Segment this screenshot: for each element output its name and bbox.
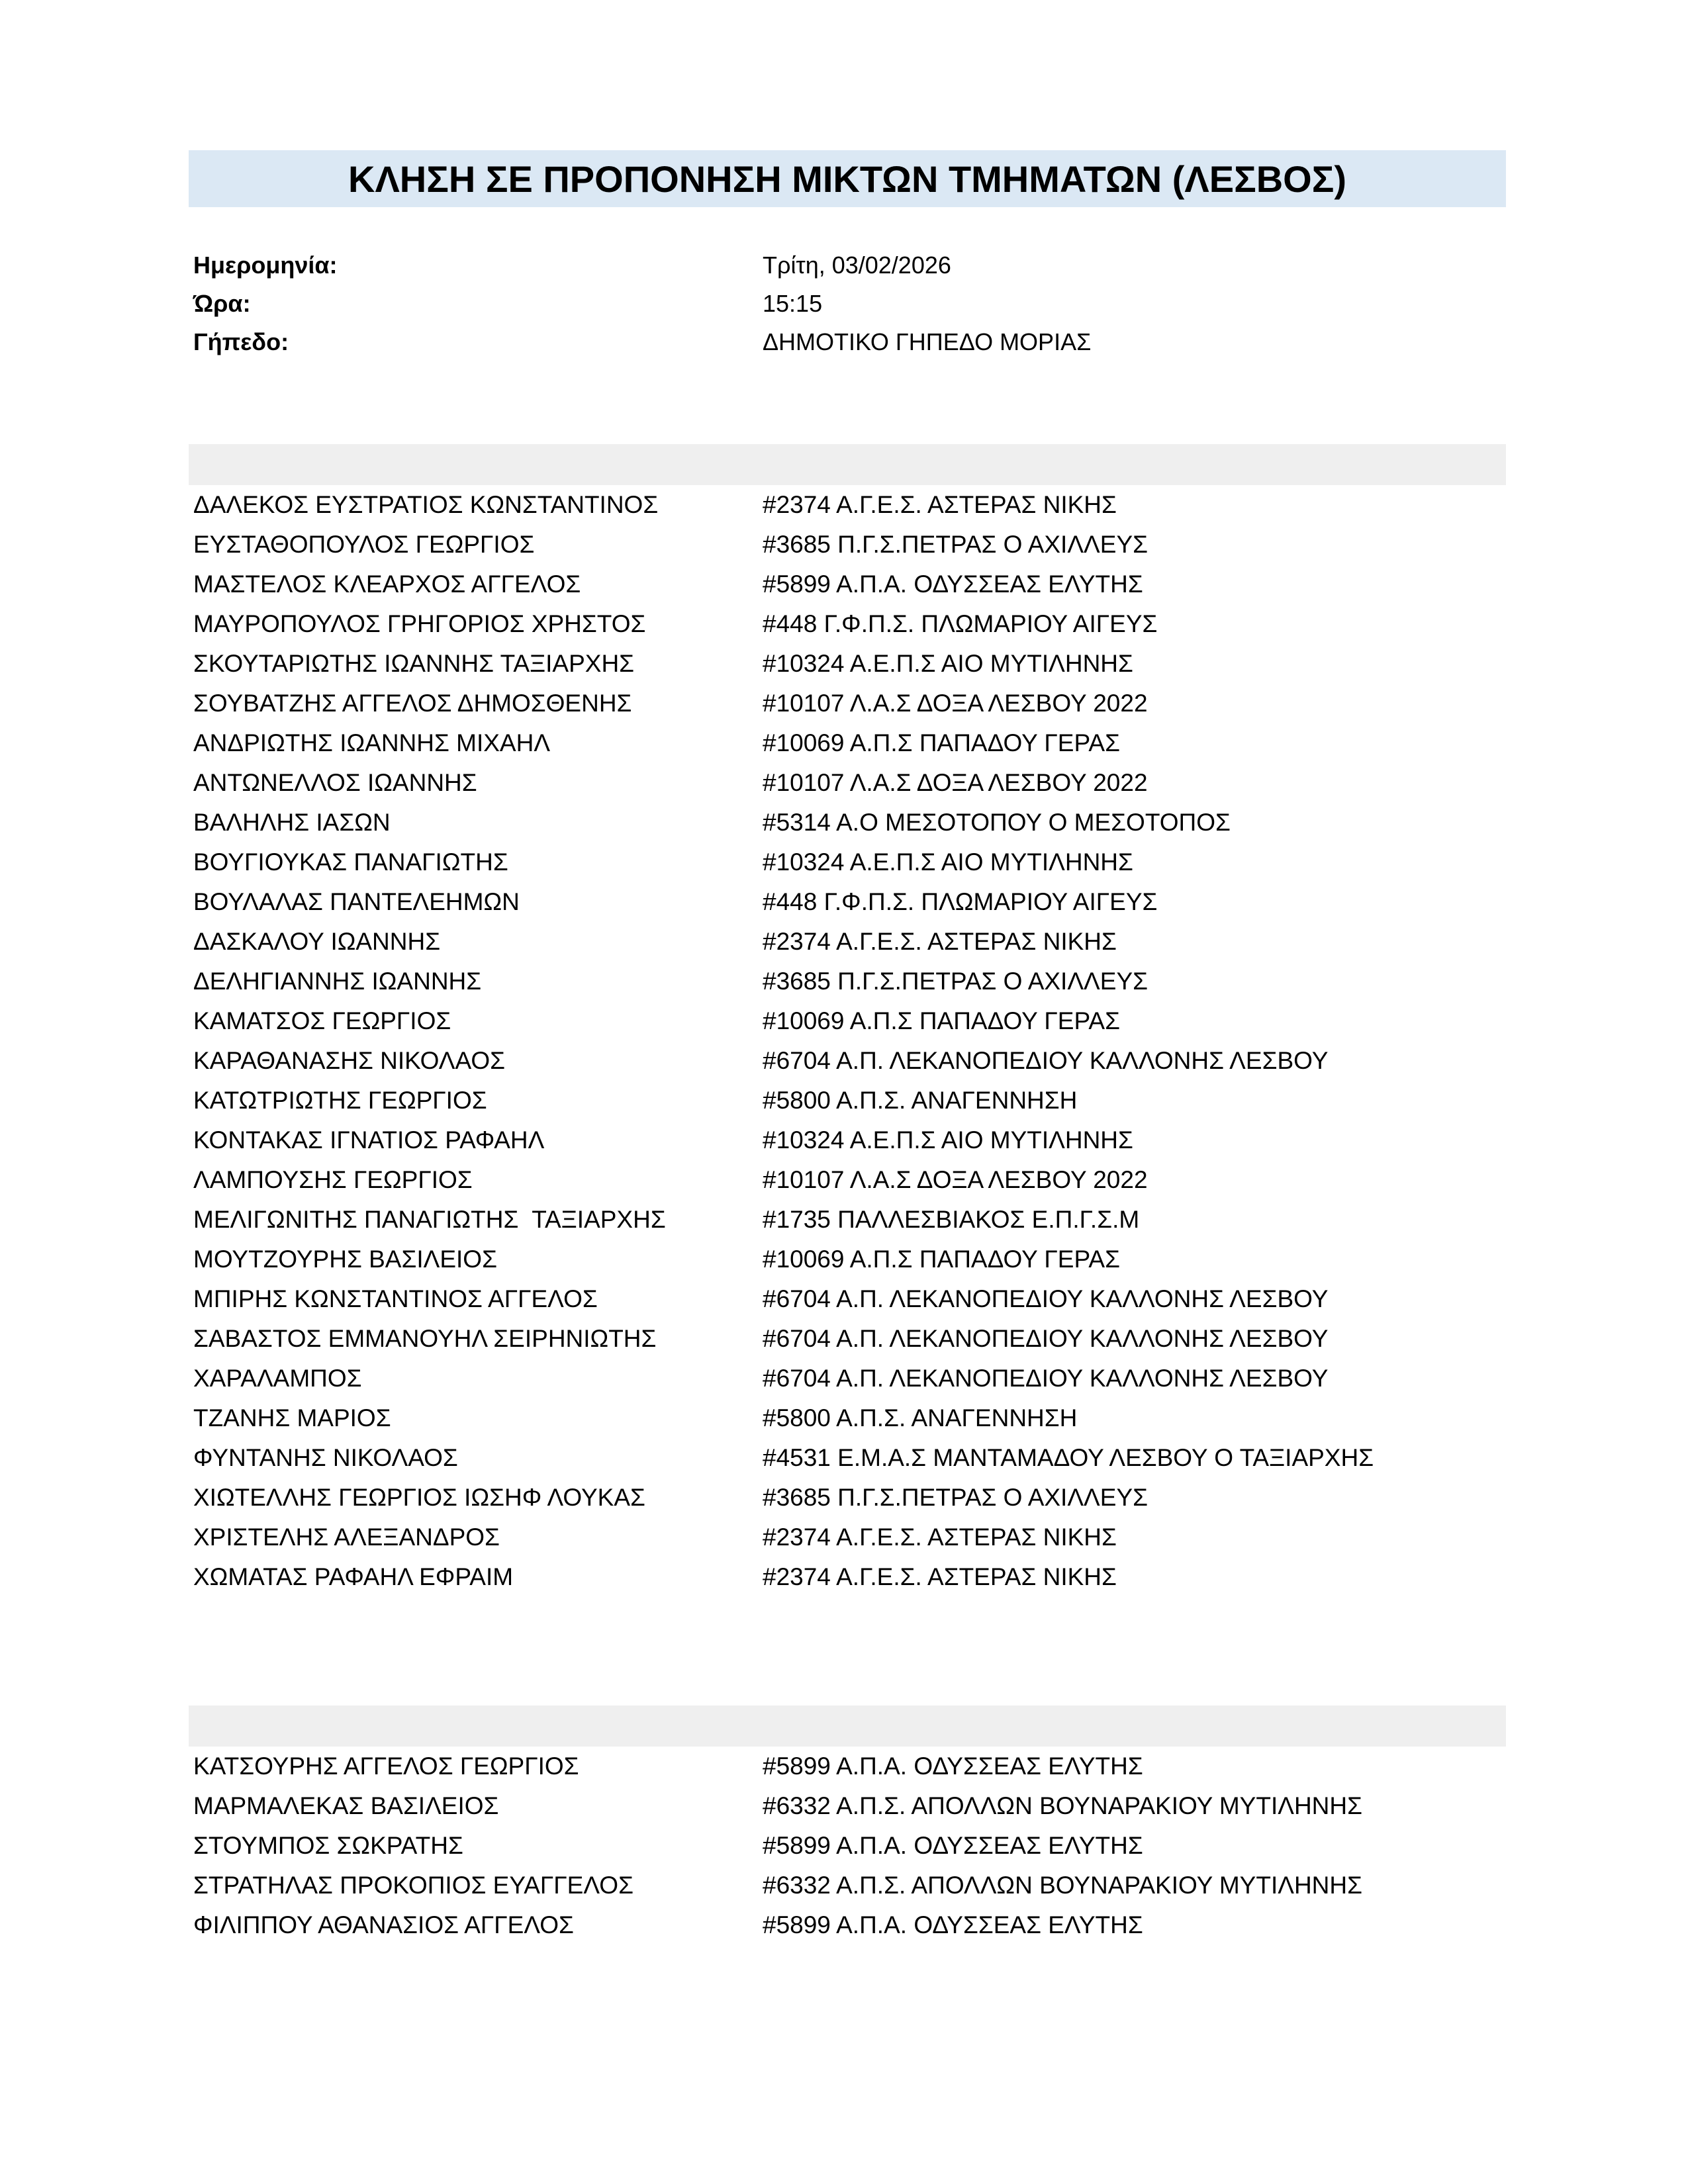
player-name: ΒΟΥΛΑΛΑΣ ΠΑΝΤΕΛΕΗΜΩΝ xyxy=(193,888,520,915)
time-label: Ώρα: xyxy=(193,290,251,317)
player-name: ΚΑΜΑΤΣΟΣ ΓΕΩΡΓΙΟΣ xyxy=(193,1007,451,1034)
player-row xyxy=(193,1866,1583,1905)
player-club: #5899 Α.Π.Α. ΟΔΥΣΣΕΑΣ ΕΛΥΤΗΣ xyxy=(763,570,1143,598)
player-club: #6704 Α.Π. ΛΕΚΑΝΟΠΕΔΙΟΥ ΚΑΛΛΟΝΗΣ ΛΕΣΒΟΥ xyxy=(763,1365,1329,1392)
player-club: #3685 Π.Γ.Σ.ΠΕΤΡΑΣ Ο ΑΧΙΛΛΕΥΣ xyxy=(763,968,1148,995)
player-name: ΜΕΛΙΓΩΝΙΤΗΣ ΠΑΝΑΓΙΩΤΗΣ ΤΑΞΙΑΡΧΗΣ xyxy=(193,1206,666,1233)
player-name: ΤΖΑΝΗΣ ΜΑΡΙΟΣ xyxy=(193,1404,391,1432)
player-club: #10069 Α.Π.Σ ΠΑΠΑΔΟΥ ΓΕΡΑΣ xyxy=(763,1246,1120,1273)
player-name: ΣΤΟΥΜΠΟΣ ΣΩΚΡΑΤΗΣ xyxy=(193,1832,463,1859)
player-name: ΧΑΡΑΛΑΜΠΟΣ xyxy=(193,1365,362,1392)
player-row xyxy=(193,1120,1583,1160)
player-name: ΧΩΜΑΤΑΣ ΡΑΦΑΗΛ ΕΦΡΑΙΜ xyxy=(193,1563,514,1590)
player-row xyxy=(193,1279,1583,1319)
player-row xyxy=(193,1398,1583,1438)
player-club: #10324 Α.Ε.Π.Σ ΑΙΟ ΜΥΤΙΛΗΝΗΣ xyxy=(763,848,1133,876)
player-club: #4531 Ε.Μ.Α.Σ ΜΑΝΤΑΜΑΔΟΥ ΛΕΣΒΟΥ Ο ΤΑΞΙΑΡΧΗΣ xyxy=(763,1444,1374,1471)
meta-row-date xyxy=(193,246,1504,285)
player-row xyxy=(193,1438,1583,1478)
player-row xyxy=(193,1160,1583,1200)
player-club: #6704 Α.Π. ΛΕΚΑΝΟΠΕΔΙΟΥ ΚΑΛΛΟΝΗΣ ΛΕΣΒΟΥ xyxy=(763,1047,1329,1074)
section-divider-band-2 xyxy=(189,1706,1506,1747)
player-row xyxy=(193,1557,1583,1597)
player-name: ΣΚΟΥΤΑΡΙΩΤΗΣ ΙΩΑΝΝΗΣ ΤΑΞΙΑΡΧΗΣ xyxy=(193,650,635,677)
player-row xyxy=(193,604,1583,644)
player-list-1 xyxy=(193,485,1583,1597)
player-club: #10324 Α.Ε.Π.Σ ΑΙΟ ΜΥΤΙΛΗΝΗΣ xyxy=(763,650,1133,677)
player-row xyxy=(193,1518,1583,1557)
player-club: #10069 Α.Π.Σ ΠΑΠΑΔΟΥ ΓΕΡΑΣ xyxy=(763,729,1120,756)
player-row xyxy=(193,644,1583,684)
player-name: ΔΕΛΗΓΙΑΝΝΗΣ ΙΩΑΝΝΗΣ xyxy=(193,968,482,995)
player-club: #10107 Λ.Α.Σ ΔΟΞΑ ΛΕΣΒΟΥ 2022 xyxy=(763,1166,1148,1193)
player-row xyxy=(193,1240,1583,1279)
player-row xyxy=(193,882,1583,922)
player-club: #2374 Α.Γ.Ε.Σ. ΑΣΤΕΡΑΣ ΝΙΚΗΣ xyxy=(763,1524,1117,1551)
player-row xyxy=(193,1081,1583,1120)
meta-row-venue xyxy=(193,323,1504,361)
player-club: #6332 Α.Π.Σ. ΑΠΟΛΛΩΝ ΒΟΥΝΑΡΑΚΙΟΥ ΜΥΤΙΛΗΝΗΣ xyxy=(763,1872,1362,1899)
player-club: #3685 Π.Γ.Σ.ΠΕΤΡΑΣ Ο ΑΧΙΛΛΕΥΣ xyxy=(763,1484,1148,1511)
player-row xyxy=(193,684,1583,723)
player-name: ΑΝΤΩΝΕΛΛΟΣ ΙΩΑΝΝΗΣ xyxy=(193,769,477,796)
venue-value: ΔΗΜΟΤΙΚΟ ΓΗΠΕΔΟ ΜΟΡΙΑΣ xyxy=(763,328,1092,355)
player-club: #448 Γ.Φ.Π.Σ. ΠΛΩΜΑΡΙΟΥ ΑΙΓΕΥΣ xyxy=(763,888,1158,915)
player-name: ΦΙΛΙΠΠΟΥ ΑΘΑΝΑΣΙΟΣ ΑΓΓΕΛΟΣ xyxy=(193,1911,574,1938)
page-title: ΚΛΗΣΗ ΣΕ ΠΡΟΠΟΝΗΣΗ ΜΙΚΤΩΝ ΤΜΗΜΑΤΩΝ (ΛΕΣΒΟΣ) xyxy=(348,158,1346,200)
player-name: ΜΑΣΤΕΛΟΣ ΚΛΕΑΡΧΟΣ ΑΓΓΕΛΟΣ xyxy=(193,570,581,598)
player-row xyxy=(193,565,1583,604)
player-club: #10324 Α.Ε.Π.Σ ΑΙΟ ΜΥΤΙΛΗΝΗΣ xyxy=(763,1126,1133,1154)
player-club: #6332 Α.Π.Σ. ΑΠΟΛΛΩΝ ΒΟΥΝΑΡΑΚΙΟΥ ΜΥΤΙΛΗΝΗΣ xyxy=(763,1792,1362,1819)
player-name: ΒΟΥΓΙΟΥΚΑΣ ΠΑΝΑΓΙΩΤΗΣ xyxy=(193,848,508,876)
player-club: #6704 Α.Π. ΛΕΚΑΝΟΠΕΔΙΟΥ ΚΑΛΛΟΝΗΣ ΛΕΣΒΟΥ xyxy=(763,1325,1329,1352)
player-name: ΛΑΜΠΟΥΣΗΣ ΓΕΩΡΓΙΟΣ xyxy=(193,1166,473,1193)
player-row xyxy=(193,962,1583,1001)
player-row xyxy=(193,842,1583,882)
player-row xyxy=(193,1747,1583,1786)
player-row xyxy=(193,922,1583,962)
player-row xyxy=(193,1200,1583,1240)
player-row xyxy=(193,763,1583,803)
player-club: #6704 Α.Π. ΛΕΚΑΝΟΠΕΔΙΟΥ ΚΑΛΛΟΝΗΣ ΛΕΣΒΟΥ xyxy=(763,1285,1329,1312)
section-divider-band-1 xyxy=(189,444,1506,485)
player-row xyxy=(193,1319,1583,1359)
player-row xyxy=(193,1905,1583,1945)
player-name: ΕΥΣΤΑΘΟΠΟΥΛΟΣ ΓΕΩΡΓΙΟΣ xyxy=(193,531,535,558)
title-band xyxy=(189,150,1506,207)
player-name: ΣΤΡΑΤΗΛΑΣ ΠΡΟΚΟΠΙΟΣ ΕΥΑΓΓΕΛΟΣ xyxy=(193,1872,633,1899)
player-name: ΚΑΤΩΤΡΙΩΤΗΣ ΓΕΩΡΓΙΟΣ xyxy=(193,1087,487,1114)
player-row xyxy=(193,1041,1583,1081)
player-club: #3685 Π.Γ.Σ.ΠΕΤΡΑΣ Ο ΑΧΙΛΛΕΥΣ xyxy=(763,531,1148,558)
player-row xyxy=(193,803,1583,842)
player-name: ΒΑΛΗΛΗΣ ΙΑΣΩΝ xyxy=(193,809,391,836)
player-name: ΦΥΝΤΑΝΗΣ ΝΙΚΟΛΑΟΣ xyxy=(193,1444,458,1471)
player-name: ΣΑΒΑΣΤΟΣ ΕΜΜΑΝΟΥΗΛ ΣΕΙΡΗΝΙΩΤΗΣ xyxy=(193,1325,657,1352)
player-name: ΚΑΤΣΟΥΡΗΣ ΑΓΓΕΛΟΣ ΓΕΩΡΓΙΟΣ xyxy=(193,1752,579,1780)
player-club: #2374 Α.Γ.Ε.Σ. ΑΣΤΕΡΑΣ ΝΙΚΗΣ xyxy=(763,491,1117,518)
player-name: ΜΠΙΡΗΣ ΚΩΝΣΤΑΝΤΙΝΟΣ ΑΓΓΕΛΟΣ xyxy=(193,1285,598,1312)
player-row xyxy=(193,723,1583,763)
player-name: ΜΑΡΜΑΛΕΚΑΣ ΒΑΣΙΛΕΙΟΣ xyxy=(193,1792,499,1819)
player-club: #2374 Α.Γ.Ε.Σ. ΑΣΤΕΡΑΣ ΝΙΚΗΣ xyxy=(763,928,1117,955)
player-row xyxy=(193,485,1583,525)
player-row xyxy=(193,1359,1583,1398)
player-name: ΧΙΩΤΕΛΛΗΣ ΓΕΩΡΓΙΟΣ ΙΩΣΗΦ ΛΟΥΚΑΣ xyxy=(193,1484,645,1511)
player-club: #5899 Α.Π.Α. ΟΔΥΣΣΕΑΣ ΕΛΥΤΗΣ xyxy=(763,1832,1143,1859)
player-club: #5314 Α.Ο ΜΕΣΟΤΟΠΟΥ Ο ΜΕΣΟΤΟΠΟΣ xyxy=(763,809,1231,836)
player-club: #5800 Α.Π.Σ. ΑΝΑΓΕΝΝΗΣΗ xyxy=(763,1087,1078,1114)
player-club: #10069 Α.Π.Σ ΠΑΠΑΔΟΥ ΓΕΡΑΣ xyxy=(763,1007,1120,1034)
player-row xyxy=(193,1001,1583,1041)
player-name: ΜΟΥΤΖΟΥΡΗΣ ΒΑΣΙΛΕΙΟΣ xyxy=(193,1246,497,1273)
player-list-2 xyxy=(193,1747,1583,1945)
player-row xyxy=(193,525,1583,565)
player-name: ΔΑΣΚΑΛΟΥ ΙΩΑΝΝΗΣ xyxy=(193,928,441,955)
player-club: #5800 Α.Π.Σ. ΑΝΑΓΕΝΝΗΣΗ xyxy=(763,1404,1078,1432)
meta-row-time xyxy=(193,285,1504,323)
player-name: ΚΟΝΤΑΚΑΣ ΙΓΝΑΤΙΟΣ ΡΑΦΑΗΛ xyxy=(193,1126,545,1154)
player-name: ΧΡΙΣΤΕΛΗΣ ΑΛΕΞΑΝΔΡΟΣ xyxy=(193,1524,500,1551)
player-name: ΣΟΥΒΑΤΖΗΣ ΑΓΓΕΛΟΣ ΔΗΜΟΣΘΕΝΗΣ xyxy=(193,690,632,717)
player-name: ΚΑΡΑΘΑΝΑΣΗΣ ΝΙΚΟΛΑΟΣ xyxy=(193,1047,506,1074)
player-club: #448 Γ.Φ.Π.Σ. ΠΛΩΜΑΡΙΟΥ ΑΙΓΕΥΣ xyxy=(763,610,1158,637)
player-row xyxy=(193,1478,1583,1518)
player-club: #10107 Λ.Α.Σ ΔΟΞΑ ΛΕΣΒΟΥ 2022 xyxy=(763,690,1148,717)
player-name: ΜΑΥΡΟΠΟΥΛΟΣ ΓΡΗΓΟΡΙΟΣ ΧΡΗΣΤΟΣ xyxy=(193,610,646,637)
player-name: ΔΑΛΕΚΟΣ ΕΥΣΤΡΑΤΙΟΣ ΚΩΝΣΤΑΝΤΙΝΟΣ xyxy=(193,491,659,518)
meta-block xyxy=(193,246,1504,361)
player-club: #5899 Α.Π.Α. ΟΔΥΣΣΕΑΣ ΕΛΥΤΗΣ xyxy=(763,1752,1143,1780)
player-club: #5899 Α.Π.Α. ΟΔΥΣΣΕΑΣ ΕΛΥΤΗΣ xyxy=(763,1911,1143,1938)
venue-label: Γήπεδο: xyxy=(193,328,289,355)
date-value: Τρίτη, 03/02/2026 xyxy=(763,251,951,279)
player-row xyxy=(193,1826,1583,1866)
player-club: #10107 Λ.Α.Σ ΔΟΞΑ ΛΕΣΒΟΥ 2022 xyxy=(763,769,1148,796)
time-value: 15:15 xyxy=(763,290,823,317)
date-label: Ημερομηνία: xyxy=(193,251,338,279)
player-club: #2374 Α.Γ.Ε.Σ. ΑΣΤΕΡΑΣ ΝΙΚΗΣ xyxy=(763,1563,1117,1590)
player-name: ΑΝΔΡΙΩΤΗΣ ΙΩΑΝΝΗΣ ΜΙΧΑΗΛ xyxy=(193,729,551,756)
player-club: #1735 ΠΑΛΛΕΣΒΙΑΚΟΣ Ε.Π.Γ.Σ.Μ xyxy=(763,1206,1140,1233)
player-row xyxy=(193,1786,1583,1826)
